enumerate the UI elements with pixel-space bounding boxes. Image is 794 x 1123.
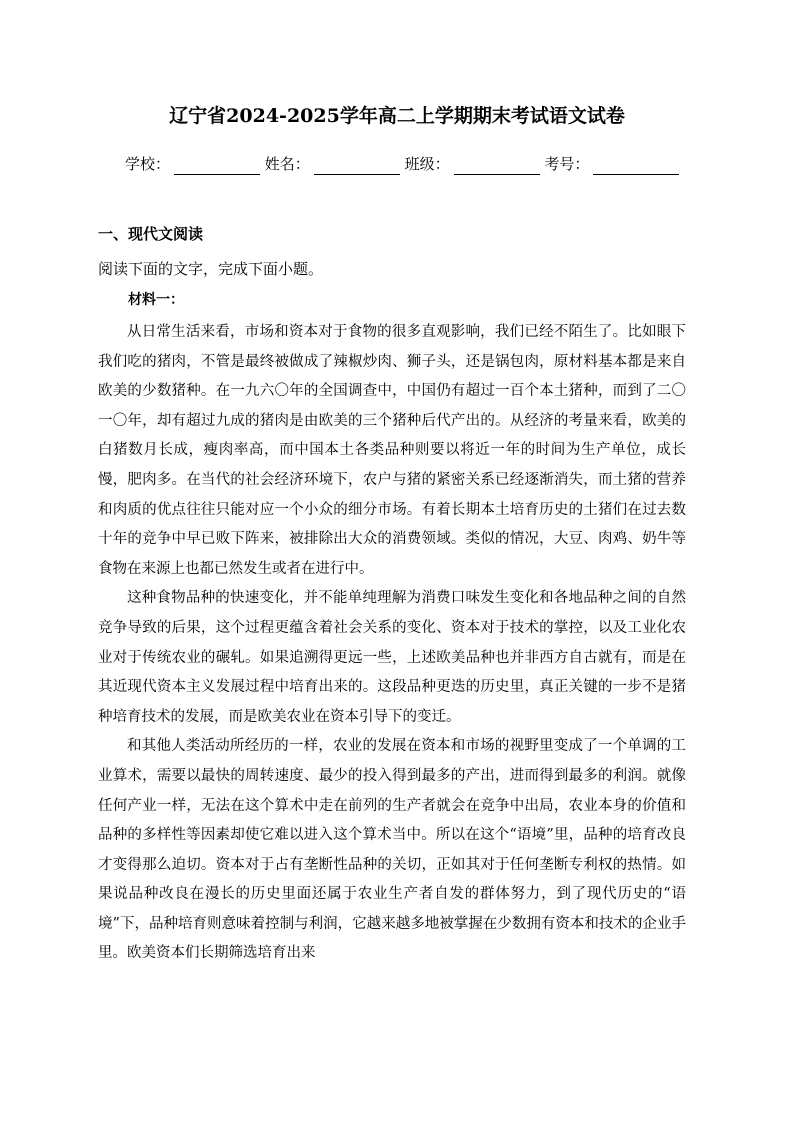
class-label: 班级： <box>404 155 450 173</box>
material-label: 材料一： <box>128 292 184 308</box>
exam-title: 辽宁省2024-2025学年高二上学期期末考试语文试卷 <box>169 105 625 127</box>
name-blank-line[interactable] <box>314 158 400 175</box>
exam-number-label: 考号： <box>544 155 590 173</box>
class-blank-line[interactable] <box>454 158 540 175</box>
school-label: 学校： <box>125 155 171 173</box>
school-blank-line[interactable] <box>174 158 260 175</box>
name-label: 姓名： <box>264 155 310 173</box>
reading-instruction: 阅读下面的文字，完成下面小题。 <box>98 260 324 278</box>
section-heading: 一、现代文阅读 <box>98 225 204 243</box>
passage-paragraph: 这种食物品种的快速变化，并不能单纯理解为消费口味发生变化和各地品种之间的自然竞争导致的后果，这个过程更蕴含着社会关系的变化、资本对于技术的掌控，以及工业化农业对于传统农业的碾轧。如果追溯得更远一些，上述欧美品种也并非西方自古就有，而是在其近现代资本主义发展过程中培育出来的。这段品种更迭的历史里，真正关键的一步不是猪种培育技术的发展，而是欧美农业在资本引导下的变迁。 <box>98 590 686 725</box>
exam-number-blank-line[interactable] <box>593 158 679 175</box>
school-field <box>125 153 260 175</box>
name-field <box>265 153 400 175</box>
passage-paragraph: 和其他人类活动所经历的一样，农业的发展在资本和市场的视野里变成了一个单调的工业算术，需要以最快的周转速度、最少的投入得到最多的产出，进而得到最多的利润。就像任何产业一样，无法在这个算术中走在前列的生产者就会在竞争中出局，农业本身的价值和品种的多样性等因素却使它难以进入这个算术当中。所以在这个“语境”里，品种的培育改良才变得那么迫切。资本对于占有垄断性品种的关切，正如其对于任何垄断专利权的热情。如果说品种改良在漫长的历史里面还属于农业生产者自发的群体努力，到了现代历史的“语境”下，品种培育则意味着控制与利润，它越来越多地被掌握在少数拥有资本和技术的企业手里。欧美资本们长期筛选培育出来 <box>98 738 686 962</box>
exam-number-field <box>544 153 679 175</box>
passage-paragraph: 从日常生活来看，市场和资本对于食物的很多直观影响，我们已经不陌生了。比如眼下我们吃的猪肉，不管是最终被做成了辣椒炒肉、狮子头，还是锅包肉，原材料基本都是来自欧美的少数猪种。在一九六〇年的全国调查中，中国仍有超过一百个本土猪种，而到了二〇一〇年，却有超过九成的猪肉是由欧美的三个猪种后代产出的。从经济的考量来看，欧美的白猪数月长成，瘦肉率高，而中国本土各类品种则要以将近一年的时间为生产单位，成长慢，肥肉多。在当代的社会经济环境下，农户与猪的紧密关系已经逐渐消失，而土猪的营养和肉质的优点往往只能对应一个小众的细分市场。有着长期本土培育历史的土猪们在过去数十年的竞争中早已败下阵来，被排除出大众的消费领域。类似的情况，大豆、肉鸡、奶牛等食物在来源上也都已然发生或者在进行中。 <box>98 324 686 577</box>
student-info-row <box>125 153 685 175</box>
class-field <box>405 153 540 175</box>
passage-body <box>98 318 686 969</box>
